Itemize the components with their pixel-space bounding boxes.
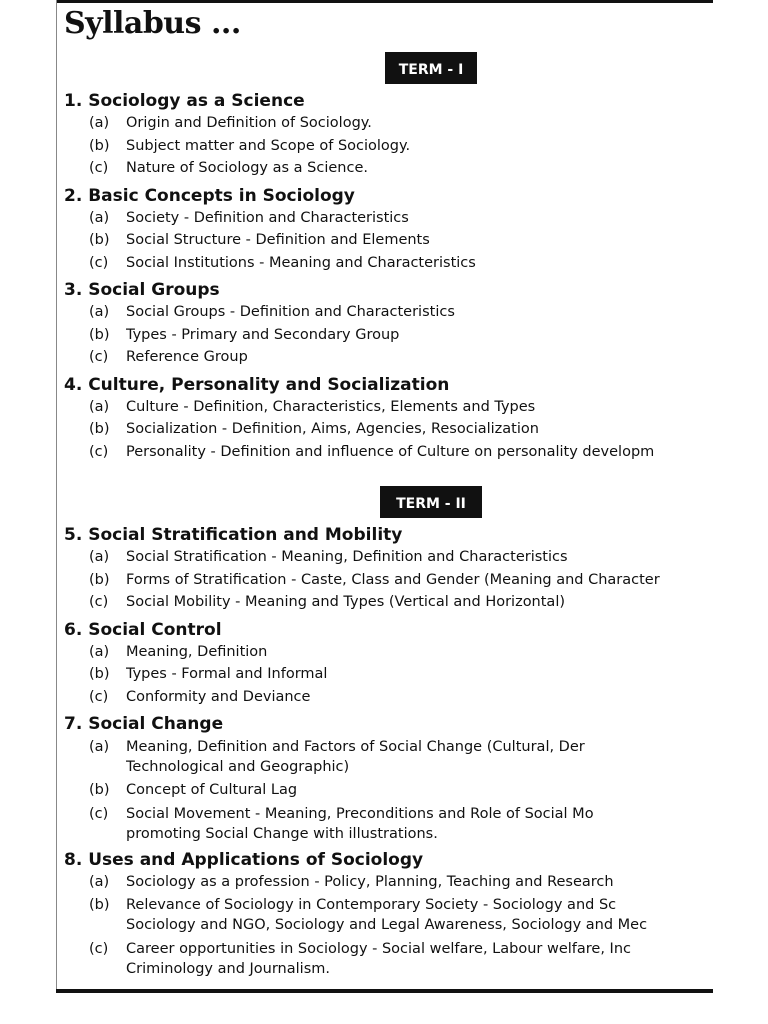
list-item [64, 252, 713, 275]
bottom-rule [56, 989, 713, 993]
list-item [64, 686, 713, 709]
item-text: Sociology as a profession - Policy, Planning, Teaching and Research [126, 873, 614, 890]
section-heading: 7. Social Change [64, 714, 224, 734]
item-label: (c) [89, 443, 109, 460]
list-item [64, 346, 713, 369]
list-item [64, 779, 713, 802]
section-heading: 5. Social Stratification and Mobility [64, 525, 403, 545]
item-label: (a) [89, 115, 110, 131]
item-label: (a) [89, 873, 110, 890]
list-item [64, 418, 713, 441]
list-item [64, 112, 713, 135]
item-text: Types - Formal and Informal [126, 666, 328, 682]
section-heading: 4. Culture, Personality and Socialization [64, 374, 450, 395]
item-text: Socialization - Definition, Aims, Agencies, Resocialization [126, 421, 539, 437]
list-item [64, 301, 713, 324]
item-text: Social Structure - Definition and Elements [126, 232, 430, 248]
list-item [64, 937, 713, 981]
list-item [64, 441, 713, 464]
item-label: (c) [89, 160, 109, 176]
item-label: (b) [89, 782, 110, 798]
item-text-line: Career opportunities in Sociology - Social welfare, Labour welfare, Inc [126, 941, 631, 957]
item-text: Nature of Sociology as a Science. [126, 160, 368, 176]
item-text: Social Stratification - Meaning, Definition and Characteristics [126, 549, 568, 565]
section-7 [64, 713, 713, 846]
item-label: (b) [89, 232, 110, 248]
item-text: Subject matter and Scope of Sociology. [126, 137, 411, 154]
top-rule [56, 0, 713, 3]
item-text: Meaning, Definition [126, 643, 268, 660]
list-item [64, 396, 713, 419]
item-text-line: Social Movement - Meaning, Preconditions and Role of Social Mo [126, 805, 594, 822]
list-item [64, 893, 713, 937]
item-text: Reference Group [126, 349, 248, 365]
term-2-badge: TERM - II [380, 486, 482, 518]
list-item [64, 157, 713, 180]
section-5 [64, 524, 713, 614]
item-text: Origin and Definition of Sociology. [126, 115, 372, 131]
list-item [64, 324, 713, 347]
list-item [64, 663, 713, 686]
section-6 [64, 619, 713, 709]
item-label: (b) [89, 897, 110, 913]
item-label: (c) [89, 254, 109, 271]
item-label: (c) [89, 941, 109, 957]
item-label: (a) [89, 643, 110, 660]
item-label: (c) [89, 805, 109, 822]
item-text-line: promoting Social Change with illustrations. [126, 825, 438, 842]
item-text: Society - Definition and Characteristics [126, 209, 409, 226]
list-item [64, 207, 713, 230]
left-rule [56, 0, 57, 993]
section-2 [64, 185, 713, 275]
term-1-badge: TERM - I [385, 52, 477, 84]
list-item [64, 871, 713, 894]
item-label: (c) [89, 349, 109, 365]
item-text [126, 895, 713, 935]
item-text [126, 737, 713, 777]
list-item [64, 569, 713, 592]
section-heading: 8. Uses and Applications of Sociology [64, 849, 424, 870]
list-item [64, 802, 713, 846]
item-text [126, 804, 713, 844]
section-1 [64, 90, 713, 180]
item-text: Social Groups - Definition and Characteristics [126, 304, 455, 320]
item-text: Personality - Definition and influence of Culture on personality developm [126, 443, 655, 460]
page-title: Syllabus ... [64, 6, 241, 41]
item-text: Social Mobility - Meaning and Types (Vertical and Horizontal) [126, 594, 566, 610]
item-label: (c) [89, 688, 109, 705]
item-text-line: Relevance of Sociology in Contemporary Society - Sociology and Sc [126, 897, 617, 913]
term-2-content [64, 524, 713, 981]
item-text: Concept of Cultural Lag [126, 782, 298, 798]
item-text: Social Institutions - Meaning and Characteristics [126, 254, 476, 271]
list-item [64, 641, 713, 664]
item-label: (b) [89, 571, 110, 588]
section-heading: 6. Social Control [64, 619, 222, 640]
item-text: Conformity and Deviance [126, 688, 311, 705]
item-text: Forms of Stratification - Caste, Class and Gender (Meaning and Character [126, 571, 660, 588]
item-label: (b) [89, 137, 110, 154]
item-label: (b) [89, 421, 110, 437]
list-item [64, 135, 713, 158]
list-item [64, 735, 713, 779]
list-item [64, 546, 713, 569]
item-label: (b) [89, 326, 110, 343]
term-1-content [64, 90, 713, 463]
item-text-line: Technological and Geographic) [126, 759, 350, 775]
item-text-line: Meaning, Definition and Factors of Social Change (Cultural, Der [126, 739, 585, 755]
section-3 [64, 279, 713, 369]
item-label: (c) [89, 594, 109, 610]
list-item [64, 591, 713, 614]
item-label: (a) [89, 739, 110, 755]
section-heading: 2. Basic Concepts in Sociology [64, 185, 355, 206]
section-8 [64, 849, 713, 982]
list-item [64, 229, 713, 252]
section-4 [64, 374, 713, 464]
section-heading: 3. Social Groups [64, 280, 220, 300]
item-text: Culture - Definition, Characteristics, Elements and Types [126, 398, 536, 415]
item-text: Types - Primary and Secondary Group [126, 326, 400, 343]
item-label: (a) [89, 398, 110, 415]
item-label: (a) [89, 209, 110, 226]
item-label: (a) [89, 549, 110, 565]
item-text [126, 939, 713, 979]
item-label: (a) [89, 304, 110, 320]
item-text-line: Sociology and NGO, Sociology and Legal Awareness, Sociology and Mec [126, 917, 648, 933]
item-label: (b) [89, 666, 110, 682]
section-heading: 1. Sociology as a Science [64, 91, 305, 111]
item-text-line: Criminology and Journalism. [126, 961, 330, 977]
